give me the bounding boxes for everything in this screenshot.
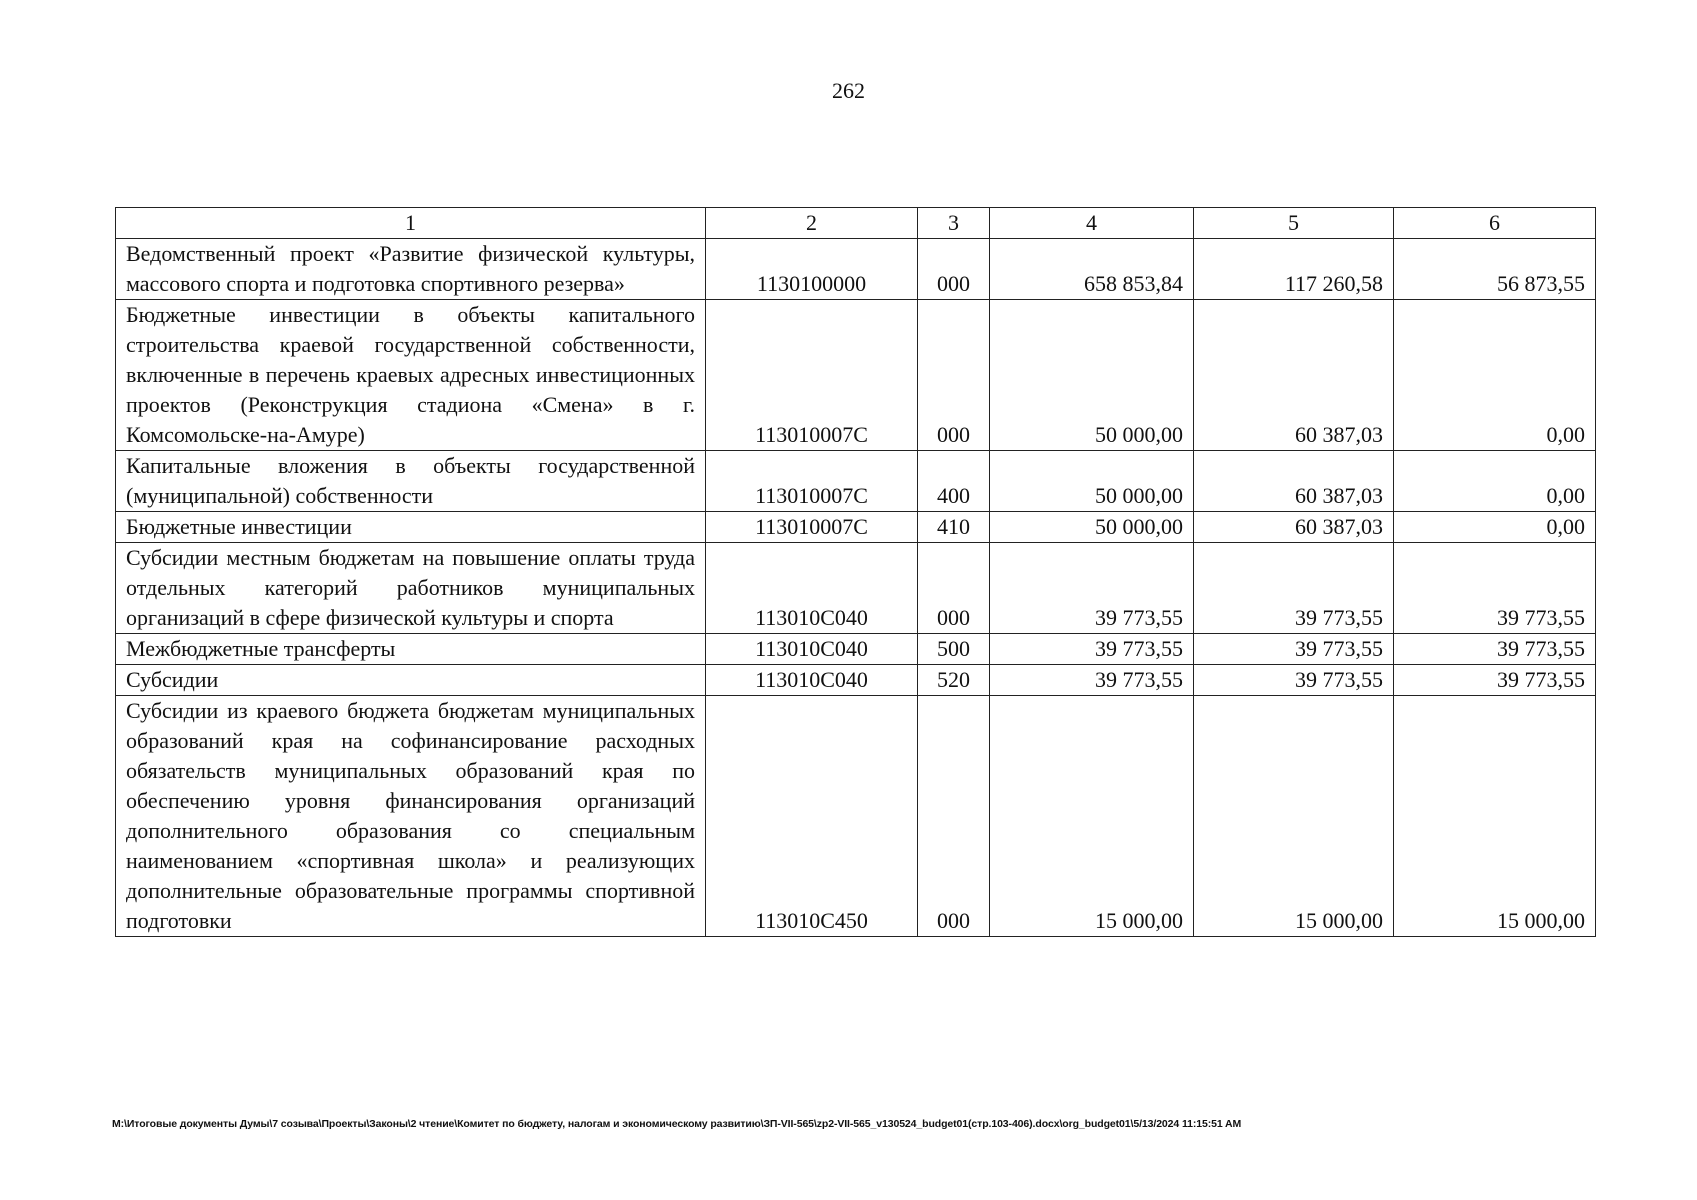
table-row [116, 239, 1596, 300]
row-value-4: 39 773,55 [990, 634, 1194, 665]
table-row [116, 543, 1596, 634]
row-type: 500 [918, 634, 990, 665]
row-value-6: 15 000,00 [1394, 696, 1596, 937]
row-name: Ведомственный проект «Развитие физической культуры, массового спорта и подготовка спортивного резерва» [116, 239, 706, 300]
row-code: 1130100000 [706, 239, 918, 300]
row-type: 000 [918, 239, 990, 300]
row-value-5: 117 260,58 [1194, 239, 1394, 300]
row-value-6: 0,00 [1394, 300, 1596, 451]
row-code: 113010007С [706, 300, 918, 451]
row-value-6: 39 773,55 [1394, 665, 1596, 696]
document-path-footer: М:\Итоговые документы Думы\7 созыва\Проекты\Законы\2 чтение\Комитет по бюджету, налогам и экономическому развитию\ЗП-VII-565\zp2-VII-565_v130524_budget01(стр.103-406).docx\org_budget01\5/13/2024 11:15:51 AM [112, 1118, 1242, 1130]
row-value-5: 15 000,00 [1194, 696, 1394, 937]
row-type: 000 [918, 300, 990, 451]
table-row [116, 451, 1596, 512]
column-header-2: 2 [706, 208, 918, 239]
row-type: 400 [918, 451, 990, 512]
column-header-4: 4 [990, 208, 1194, 239]
row-name: Субсидии [116, 665, 706, 696]
row-code: 113010007С [706, 451, 918, 512]
table-row [116, 696, 1596, 937]
row-value-5: 39 773,55 [1194, 665, 1394, 696]
row-code: 113010С450 [706, 696, 918, 937]
row-value-4: 39 773,55 [990, 665, 1194, 696]
table-row [116, 512, 1596, 543]
row-name: Бюджетные инвестиции [116, 512, 706, 543]
row-value-5: 60 387,03 [1194, 300, 1394, 451]
row-value-6: 56 873,55 [1394, 239, 1596, 300]
row-name: Межбюджетные трансферты [116, 634, 706, 665]
row-value-6: 0,00 [1394, 512, 1596, 543]
row-value-4: 50 000,00 [990, 300, 1194, 451]
row-name: Субсидии местным бюджетам на повышение оплаты труда отдельных категорий работников муниципальных организаций в сфере физической культуры и спорта [116, 543, 706, 634]
row-value-4: 15 000,00 [990, 696, 1194, 937]
row-value-6: 0,00 [1394, 451, 1596, 512]
row-value-5: 39 773,55 [1194, 543, 1394, 634]
column-header-5: 5 [1194, 208, 1394, 239]
row-value-6: 39 773,55 [1394, 634, 1596, 665]
page-number: 262 [832, 78, 865, 103]
column-header-3: 3 [918, 208, 990, 239]
column-header-1: 1 [116, 208, 706, 239]
column-header-6: 6 [1394, 208, 1596, 239]
row-value-4: 39 773,55 [990, 543, 1194, 634]
budget-table [115, 207, 1596, 937]
table-row [116, 300, 1596, 451]
row-code: 113010С040 [706, 634, 918, 665]
row-name: Капитальные вложения в объекты государственной (муниципальной) собственности [116, 451, 706, 512]
row-value-4: 50 000,00 [990, 512, 1194, 543]
row-name: Бюджетные инвестиции в объекты капитального строительства краевой государственной собственности, включенные в перечень краевых адресных инвестиционных проектов (Реконструкция стадиона «Смена» в г. Комсомольске-на-Амуре) [116, 300, 706, 451]
row-type: 000 [918, 696, 990, 937]
row-code: 113010С040 [706, 543, 918, 634]
table-header-row [116, 208, 1596, 239]
table-row [116, 634, 1596, 665]
row-code: 113010С040 [706, 665, 918, 696]
table-row [116, 665, 1596, 696]
row-name: Субсидии из краевого бюджета бюджетам муниципальных образований края на софинансирование расходных обязательств муниципальных образований края по обеспечению уровня финансирования организаций дополнительного образования со специальным наименованием «спортивная школа» и реализующих дополнительные образовательные программы спортивной подготовки [116, 696, 706, 937]
row-value-4: 50 000,00 [990, 451, 1194, 512]
row-value-6: 39 773,55 [1394, 543, 1596, 634]
row-type: 520 [918, 665, 990, 696]
row-value-5: 60 387,03 [1194, 512, 1394, 543]
row-code: 113010007С [706, 512, 918, 543]
row-type: 410 [918, 512, 990, 543]
row-type: 000 [918, 543, 990, 634]
row-value-4: 658 853,84 [990, 239, 1194, 300]
row-value-5: 60 387,03 [1194, 451, 1394, 512]
row-value-5: 39 773,55 [1194, 634, 1394, 665]
